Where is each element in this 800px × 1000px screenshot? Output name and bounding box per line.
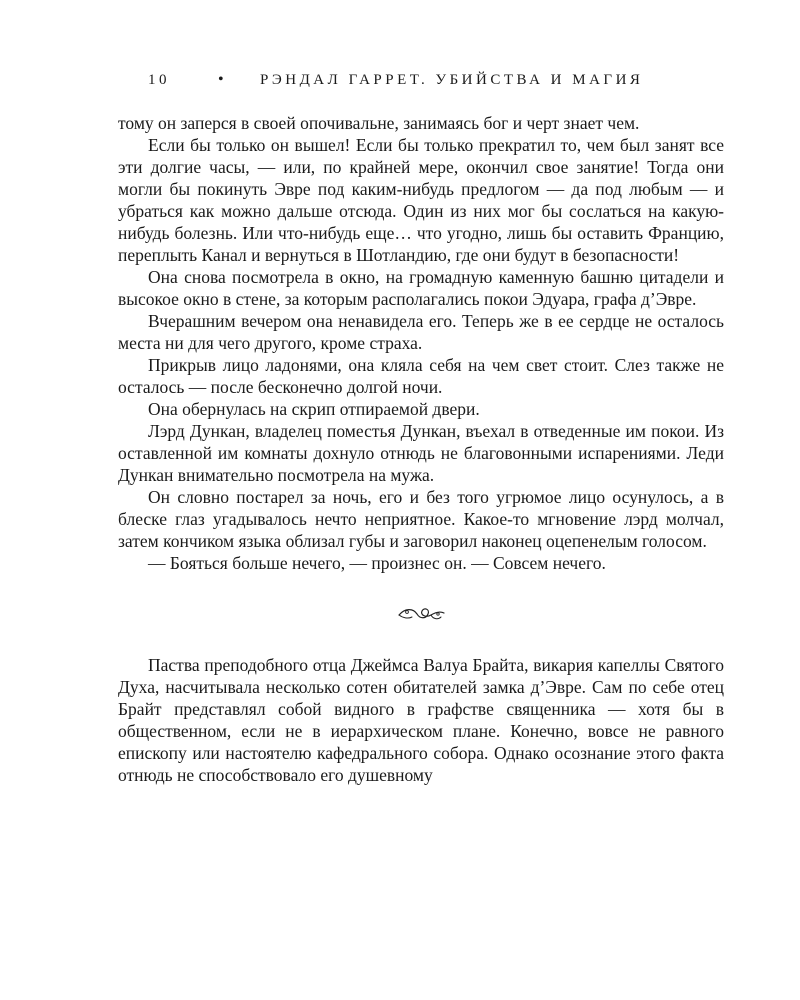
section-break (118, 574, 724, 654)
fleuron-ornament-icon (395, 602, 447, 626)
paragraph: Она снова посмотрела в окно, на громадную каменную башню цитадели и высокое окно в стене, за которым располагались покои Эдуара, графа д’Эвре. (118, 267, 724, 309)
paragraph-continued: тому он заперся в своей опочивальне, занимаясь бог и черт знает чем. (118, 113, 640, 133)
paragraph: Паства преподобного отца Джеймса Валуа Брайта, викария капеллы Святого Духа, насчитывала несколько сотен обитателей замка д’Эвре. Сам по себе отец Брайт представлял собой видного в графстве священника — хотя бы в общественном, если не в иерархическом плане. Конечно, вовсе не равного епископу или настоятелю кафедрального собора. Однако осознание этого факта отнюдь не способствовало его душевному (118, 655, 724, 785)
text-section-two (118, 654, 724, 786)
running-title: РЭНДАЛ ГАРРЕТ. УБИЙСТВА И МАГИЯ (260, 71, 644, 88)
running-header (118, 60, 724, 100)
header-separator: • (218, 71, 228, 88)
paragraph: Она обернулась на скрип отпираемой двери. (148, 399, 480, 419)
page-number: 10 (148, 71, 170, 88)
dialogue-paragraph: — Бояться больше нечего, — произнес он. — Совсем нечего. (148, 553, 606, 573)
paragraph: Вчерашним вечером она ненавидела его. Теперь же в ее сердце не осталось места ни для чего другого, кроме страха. (118, 311, 724, 353)
paragraph: Он словно постарел за ночь, его и без того угрюмое лицо осунулось, а в блеске глаз угадывалось нечто неприятное. Какое-то мгновение лэрд молчал, затем кончиком языка облизал губы и заговорил наконец оцепенелым голосом. (118, 487, 724, 551)
book-page (118, 60, 724, 786)
paragraph: Если бы только он вышел! Если бы только прекратил то, чем был занят все эти долгие часы, — или, по крайней мере, окончил свое занятие! Тогда они могли бы покинуть Эвре под каким-нибудь предлогом — да под любым — и убраться как можно дальше отсюда. Один из них мог бы сослаться на какую-нибудь болезнь. Или что-нибудь еще… что угодно, лишь бы оставить Францию, переплыть Канал и вернуться в Шотландию, где они будут в безопасности! (118, 135, 724, 265)
text-section-one (118, 112, 724, 574)
paragraph: Лэрд Дункан, владелец поместья Дункан, въехал в отведенные им покои. Из оставленной им комнаты дохнуло отнюдь не благовонными испарениями. Леди Дункан внимательно посмотрела на мужа. (118, 421, 724, 485)
paragraph: Прикрыв лицо ладонями, она кляла себя на чем свет стоит. Слез также не осталось — после бесконечно долгой ночи. (118, 355, 724, 397)
